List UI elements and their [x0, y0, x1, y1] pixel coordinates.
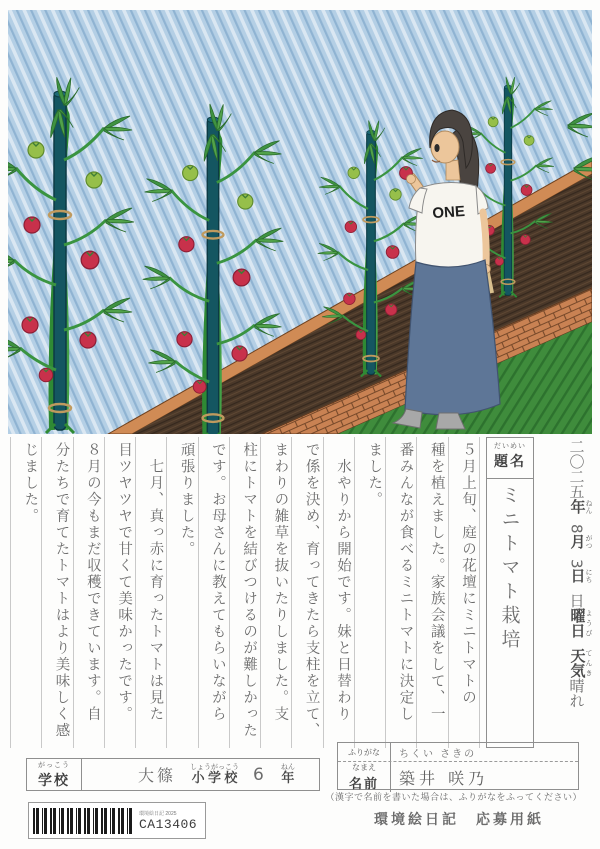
school-label: がっこう 学校 — [27, 759, 82, 790]
diary-column: 目ツヤツヤで甘くて美味かったです。 — [104, 437, 135, 748]
title-label: だいめい 題名 — [487, 438, 533, 479]
diary-column: 頑張りました。 — [166, 437, 197, 748]
barcode-code: CA13406 — [139, 816, 198, 832]
diary-column: 分たちで育てたトマトはより美味しく感 — [41, 437, 72, 748]
grade-label: 年ねん — [280, 763, 295, 785]
furigana-value: ちくい さきの — [399, 748, 477, 760]
title-label-furigana: だいめい — [494, 443, 526, 450]
grade-value: 6 — [253, 764, 267, 785]
diary-column: 番みんなが食べるミニトマトに決定し — [385, 437, 416, 748]
diary-column: で係を決め、育ってきたら支柱を立て、 — [291, 437, 322, 748]
title-box — [486, 437, 534, 748]
school-field — [82, 759, 319, 790]
diary-column: ました。 — [354, 437, 385, 748]
weather-value: 晴れ — [567, 678, 586, 709]
tshirt — [416, 182, 487, 268]
diary-column: 種を植えました。家族会議をして、一 — [416, 437, 447, 748]
furigana-label: ふりがな — [338, 743, 391, 761]
barcode-box — [28, 802, 206, 839]
diary-column: まわりの雑草を抜いたりしました。支 — [260, 437, 291, 748]
name-row — [338, 762, 578, 792]
diary-column: じました。 — [10, 437, 41, 748]
diary-column: 水やりから開始です。妹と日替わり — [323, 437, 354, 748]
diary-column: 七月、真っ赤に育ったトマトは見た — [135, 437, 166, 748]
skirt — [405, 260, 500, 415]
barcode-label: 環境絵日記 2025 — [139, 810, 177, 817]
date-year-label: 年 ねん — [568, 499, 592, 514]
eye — [434, 144, 439, 152]
date-year-value: 二〇二五 — [567, 439, 586, 499]
shirt-text: ONE — [431, 202, 466, 223]
furigana-row — [338, 743, 578, 762]
weekday-label: 曜日 ようび — [568, 608, 592, 639]
sheet-title: 環境絵日記 応募用紙 — [374, 811, 544, 827]
name-value: 築井 咲乃 — [399, 768, 489, 788]
weekday-value: 日 — [567, 593, 586, 609]
diary-text-section — [10, 437, 592, 748]
diary-columns — [10, 437, 480, 748]
hand — [407, 175, 416, 184]
date-day-label: 日 にち — [568, 568, 592, 584]
weather-label: 天気 てんき — [568, 648, 592, 679]
diary-column: ８月の今もまだ収穫できています。自 — [73, 437, 104, 748]
diary-column: です。お母さんに教えてもらいながら — [198, 437, 229, 748]
date-day-value: 3 — [567, 558, 586, 569]
date-month-value: 8 — [567, 524, 586, 534]
name-field-box — [337, 742, 579, 790]
barcode — [33, 808, 134, 834]
date-column — [544, 437, 592, 748]
school-field-box — [26, 758, 320, 791]
diary-column: 柱にトマトを結びつけるのが難しかった — [229, 437, 260, 748]
drawing-area — [8, 10, 592, 434]
diary-column: ５月上旬、庭の花壇にミニトマトの — [448, 437, 480, 748]
date-month-label: 月 がつ — [568, 533, 592, 549]
school-type-label: 小学校しょうがっこう — [190, 763, 240, 785]
name-label: なまえ 名前 — [338, 762, 391, 792]
title-value: ミニトマト栽培 — [498, 485, 521, 653]
school-name-value: 大篠 — [138, 766, 177, 785]
furigana-note: （漢字で名前を書いた場合は、ふりがなをふってください） — [325, 792, 582, 802]
